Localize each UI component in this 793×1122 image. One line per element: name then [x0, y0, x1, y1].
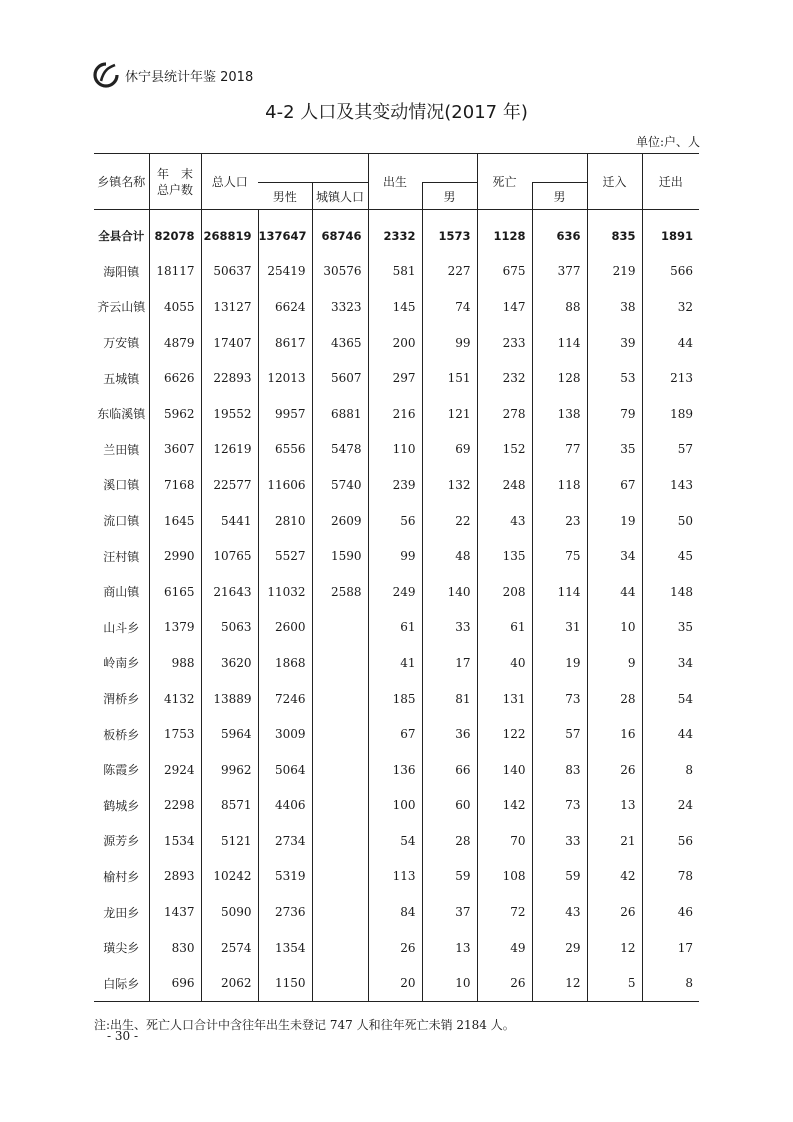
table-cell: 28: [587, 681, 642, 717]
table-cell: 60: [422, 788, 477, 824]
table-row: [94, 859, 699, 895]
table-cell: 6624: [258, 289, 312, 325]
table-row: [94, 681, 699, 717]
table-cell: 9957: [258, 396, 312, 432]
table-cell: 99: [368, 538, 422, 574]
table-cell: 696: [149, 965, 201, 1001]
table-cell: 1573: [422, 210, 477, 254]
table-cell: 3009: [258, 716, 312, 752]
table-cell: 2600: [258, 610, 312, 646]
table-cell: 185: [368, 681, 422, 717]
table-cell: 29: [532, 930, 587, 966]
table-cell: 2062: [201, 965, 258, 1001]
table-cell: 57: [532, 716, 587, 752]
table-cell: 19: [532, 645, 587, 681]
table-cell: [312, 788, 368, 824]
table-row: [94, 930, 699, 966]
table-row: [94, 360, 699, 396]
table-cell: 5962: [149, 396, 201, 432]
table-cell: 4132: [149, 681, 201, 717]
table-cell: 67: [587, 467, 642, 503]
table-cell: 4879: [149, 325, 201, 361]
table-cell: 135: [477, 538, 532, 574]
table-cell: 44: [587, 574, 642, 610]
table-cell: 6556: [258, 432, 312, 468]
table-cell: 81: [422, 681, 477, 717]
table-cell: 377: [532, 254, 587, 290]
table-cell: 45: [642, 538, 699, 574]
table-cell: 74: [422, 289, 477, 325]
table-cell: 9962: [201, 752, 258, 788]
table-cell: 59: [532, 859, 587, 895]
table-cell: 78: [642, 859, 699, 895]
table-row: [94, 503, 699, 539]
table-cell: 2298: [149, 788, 201, 824]
table-cell: 22577: [201, 467, 258, 503]
table-cell: [312, 894, 368, 930]
table-cell: 83: [532, 752, 587, 788]
table-cell: 59: [422, 859, 477, 895]
table-cell: 35: [642, 610, 699, 646]
table-cell: 148: [642, 574, 699, 610]
table-cell: 10765: [201, 538, 258, 574]
table-cell: 44: [642, 325, 699, 361]
table-cell: 5121: [201, 823, 258, 859]
row-town-name: 全县合计: [98, 228, 145, 243]
col-households: [149, 154, 201, 210]
table-cell: 2588: [312, 574, 368, 610]
table-cell: 278: [477, 396, 532, 432]
table-cell: 140: [477, 752, 532, 788]
page-header: [92, 60, 253, 90]
table-cell: 12: [532, 965, 587, 1001]
row-town-name: 五城镇: [103, 371, 140, 386]
table-row: [94, 645, 699, 681]
table-cell: 138: [532, 396, 587, 432]
table-cell: 113: [368, 859, 422, 895]
table-cell: 13: [422, 930, 477, 966]
table-row: [94, 289, 699, 325]
table-cell: 5478: [312, 432, 368, 468]
population-table: [94, 153, 699, 1002]
table-cell: 26: [368, 930, 422, 966]
table-cell: 13: [587, 788, 642, 824]
table-cell: 131: [477, 681, 532, 717]
row-town-name: 源芳乡: [103, 834, 140, 849]
table-cell: 5064: [258, 752, 312, 788]
yearbook-logo-icon: [92, 61, 120, 89]
table-cell: 227: [422, 254, 477, 290]
table-cell: 38: [587, 289, 642, 325]
table-cell: 137647: [258, 210, 312, 254]
col-births-male: 男: [422, 183, 477, 210]
table-cell: 8: [642, 752, 699, 788]
table-cell: 43: [477, 503, 532, 539]
table-cell: 17: [422, 645, 477, 681]
table-cell: 61: [368, 610, 422, 646]
table-cell: 67: [368, 716, 422, 752]
table-cell: 2734: [258, 823, 312, 859]
table-row: [94, 538, 699, 574]
table-cell: 18117: [149, 254, 201, 290]
table-cell: 121: [422, 396, 477, 432]
row-town-name: 白际乡: [94, 965, 149, 1001]
table-cell: 68746: [312, 210, 368, 254]
table-cell: 12: [587, 930, 642, 966]
table-cell: 830: [149, 930, 201, 966]
table-cell: 143: [642, 467, 699, 503]
col-population: 总人口: [201, 154, 258, 210]
table-row: [94, 788, 699, 824]
table-cell: 216: [368, 396, 422, 432]
table-cell: 8617: [258, 325, 312, 361]
table-cell: 219: [587, 254, 642, 290]
table-cell: 24: [642, 788, 699, 824]
table-cell: 22: [422, 503, 477, 539]
table-cell: 1354: [258, 930, 312, 966]
table-cell: 5607: [312, 360, 368, 396]
table-cell: 2609: [312, 503, 368, 539]
table-cell: 118: [532, 467, 587, 503]
table-cell: 49: [477, 930, 532, 966]
table-cell: 54: [642, 681, 699, 717]
table-cell: [312, 681, 368, 717]
table-cell: 22893: [201, 360, 258, 396]
table-cell: 39: [587, 325, 642, 361]
table-cell: 7168: [149, 467, 201, 503]
table-cell: 835: [587, 210, 642, 254]
table-cell: 2574: [201, 930, 258, 966]
row-town-name: 商山镇: [103, 585, 140, 600]
table-cell: 42: [587, 859, 642, 895]
table-cell: 12619: [201, 432, 258, 468]
row-town-name: 鹤城乡: [103, 798, 140, 813]
table-cell: 7246: [258, 681, 312, 717]
table-cell: 9: [587, 645, 642, 681]
table-row: [94, 894, 699, 930]
row-town-name: 万安镇: [103, 336, 140, 351]
row-town-name: 渭桥乡: [103, 692, 140, 707]
table-cell: 17: [642, 930, 699, 966]
table-cell: 140: [422, 574, 477, 610]
col-in: 迁入: [587, 154, 642, 210]
col-households-line2: 总户数: [156, 182, 193, 197]
table-cell: 5319: [258, 859, 312, 895]
table-cell: 6881: [312, 396, 368, 432]
table-cell: 21643: [201, 574, 258, 610]
table-cell: 50637: [201, 254, 258, 290]
table-cell: 213: [642, 360, 699, 396]
table-cell: 57: [642, 432, 699, 468]
table-cell: 13889: [201, 681, 258, 717]
table-row: [94, 610, 699, 646]
table-row: [94, 716, 699, 752]
table-cell: 19: [587, 503, 642, 539]
row-town-name: 汪村镇: [103, 549, 140, 564]
table-cell: 26: [587, 894, 642, 930]
table-cell: [312, 823, 368, 859]
table-cell: 73: [532, 788, 587, 824]
row-town-name: 龙田乡: [103, 905, 140, 920]
table-cell: [312, 645, 368, 681]
table-cell: 35: [587, 432, 642, 468]
table-cell: 53: [587, 360, 642, 396]
row-town-name: 流口镇: [103, 514, 140, 529]
table-cell: 2990: [149, 538, 201, 574]
table-cell: 50: [642, 503, 699, 539]
table-cell: 208: [477, 574, 532, 610]
table-cell: 75: [532, 538, 587, 574]
row-town-name: 璜尖乡: [103, 941, 140, 956]
row-town-name: 兰田镇: [103, 442, 140, 457]
table-cell: 4055: [149, 289, 201, 325]
table-cell: 17407: [201, 325, 258, 361]
table-cell: 108: [477, 859, 532, 895]
table-cell: 66: [422, 752, 477, 788]
col-town: 乡镇名称: [94, 154, 149, 210]
table-cell: 19552: [201, 396, 258, 432]
table-cell: 37: [422, 894, 477, 930]
table-cell: 12013: [258, 360, 312, 396]
table-body: [94, 210, 699, 1002]
table-cell: 233: [477, 325, 532, 361]
table-cell: 72: [477, 894, 532, 930]
col-deaths-male: 男: [532, 183, 587, 210]
table-cell: 1379: [149, 610, 201, 646]
table-cell: 1891: [642, 210, 699, 254]
table-cell: 3620: [201, 645, 258, 681]
table-cell: 44: [642, 716, 699, 752]
footnote: 注:出生、死亡人口合计中含往年出生未登记 747 人和往年死亡未销 2184 人。: [94, 1018, 515, 1032]
table-cell: [312, 610, 368, 646]
table-cell: 151: [422, 360, 477, 396]
table-cell: 189: [642, 396, 699, 432]
table-row: [94, 432, 699, 468]
table-cell: 54: [368, 823, 422, 859]
table-cell: 2810: [258, 503, 312, 539]
table-row: [94, 574, 699, 610]
table-cell: 33: [422, 610, 477, 646]
table-cell: 46: [642, 894, 699, 930]
table-cell: 248: [477, 467, 532, 503]
table-cell: 13127: [201, 289, 258, 325]
table-cell: 3323: [312, 289, 368, 325]
table-cell: 56: [642, 823, 699, 859]
table-cell: 152: [477, 432, 532, 468]
table-row: [94, 752, 699, 788]
table-cell: 43: [532, 894, 587, 930]
table-cell: 200: [368, 325, 422, 361]
table-cell: 142: [477, 788, 532, 824]
col-births: 出生: [368, 154, 422, 210]
table-cell: 25419: [258, 254, 312, 290]
table-cell: 88: [532, 289, 587, 325]
table-cell: 581: [368, 254, 422, 290]
table-row: [94, 965, 699, 1001]
table-cell: 988: [149, 645, 201, 681]
table-cell: 675: [477, 254, 532, 290]
table-cell: 11606: [258, 467, 312, 503]
table-cell: 297: [368, 360, 422, 396]
row-town-name: 齐云山镇: [97, 300, 146, 315]
table-cell: 56: [368, 503, 422, 539]
row-town-name: 榆村乡: [103, 869, 140, 884]
table-cell: [312, 859, 368, 895]
table-cell: 20: [368, 965, 422, 1001]
table-cell: 73: [532, 681, 587, 717]
row-town-name: 板桥乡: [103, 727, 140, 742]
table-cell: 10242: [201, 859, 258, 895]
table-cell: 132: [422, 467, 477, 503]
table-cell: 1150: [258, 965, 312, 1001]
page-number: - 30 -: [107, 1029, 139, 1043]
table-row: [94, 254, 699, 290]
table-cell: 61: [477, 610, 532, 646]
table-cell: 1534: [149, 823, 201, 859]
table-cell: 1128: [477, 210, 532, 254]
table-cell: 2893: [149, 859, 201, 895]
table-cell: 268819: [201, 210, 258, 254]
table-row: [94, 467, 699, 503]
table-cell: 70: [477, 823, 532, 859]
table-cell: 5090: [201, 894, 258, 930]
table-cell: 10: [422, 965, 477, 1001]
table-cell: 2736: [258, 894, 312, 930]
table-cell: 114: [532, 325, 587, 361]
table-cell: 79: [587, 396, 642, 432]
table-cell: 5740: [312, 467, 368, 503]
table-cell: 26: [587, 752, 642, 788]
table-cell: 1590: [312, 538, 368, 574]
table-cell: 11032: [258, 574, 312, 610]
book-title: 休宁县统计年鉴 2018: [125, 69, 254, 85]
table-cell: 5964: [201, 716, 258, 752]
table-cell: 1753: [149, 716, 201, 752]
table-row: [94, 325, 699, 361]
table-row: [94, 210, 699, 254]
table-cell: 8: [642, 965, 699, 1001]
col-male: 男性: [258, 183, 312, 210]
row-town-name: 溪口镇: [103, 478, 140, 493]
row-town-name: 东临溪镇: [97, 407, 146, 422]
table-cell: 128: [532, 360, 587, 396]
table-cell: 100: [368, 788, 422, 824]
table-cell: 5: [587, 965, 642, 1001]
table-cell: 77: [532, 432, 587, 468]
table-cell: 41: [368, 645, 422, 681]
table-cell: 249: [368, 574, 422, 610]
table-cell: 10: [587, 610, 642, 646]
col-out: 迁出: [642, 154, 699, 210]
table-cell: 5527: [258, 538, 312, 574]
table-cell: 147: [477, 289, 532, 325]
unit-label: 单位:户、人: [635, 135, 700, 149]
table-cell: 8571: [201, 788, 258, 824]
table-cell: 114: [532, 574, 587, 610]
table-cell: 21: [587, 823, 642, 859]
table-cell: 5441: [201, 503, 258, 539]
table-cell: [312, 716, 368, 752]
table-cell: 32: [642, 289, 699, 325]
table-row: [94, 396, 699, 432]
row-town-name: 山斗乡: [103, 620, 140, 635]
table-cell: 34: [587, 538, 642, 574]
table-cell: 122: [477, 716, 532, 752]
table-cell: 110: [368, 432, 422, 468]
table-cell: 23: [532, 503, 587, 539]
table-cell: 84: [368, 894, 422, 930]
table-cell: 34: [642, 645, 699, 681]
table-row: [94, 823, 699, 859]
table-cell: 4406: [258, 788, 312, 824]
table-cell: 33: [532, 823, 587, 859]
table-cell: [312, 752, 368, 788]
table-cell: 4365: [312, 325, 368, 361]
row-town-name: 海阳镇: [103, 264, 140, 279]
table-cell: 36: [422, 716, 477, 752]
table-cell: [312, 965, 368, 1001]
page-title: 4-2 人口及其变动情况(2017 年): [265, 102, 528, 123]
row-town-name: 岭南乡: [103, 656, 140, 671]
table-cell: 232: [477, 360, 532, 396]
table-cell: 1437: [149, 894, 201, 930]
table-cell: [312, 930, 368, 966]
table-cell: 136: [368, 752, 422, 788]
table-cell: 6626: [149, 360, 201, 396]
table-cell: 6165: [149, 574, 201, 610]
table-cell: 82078: [149, 210, 201, 254]
table-cell: 2924: [149, 752, 201, 788]
table-cell: 40: [477, 645, 532, 681]
table-cell: 31: [532, 610, 587, 646]
table-cell: 2332: [368, 210, 422, 254]
table-cell: 1645: [149, 503, 201, 539]
table-cell: 16: [587, 716, 642, 752]
table-cell: 3607: [149, 432, 201, 468]
table-cell: 239: [368, 467, 422, 503]
table-cell: 69: [422, 432, 477, 468]
row-town-name: 陈霞乡: [103, 763, 140, 778]
table-cell: 145: [368, 289, 422, 325]
table-cell: 99: [422, 325, 477, 361]
table-cell: 636: [532, 210, 587, 254]
table-cell: 5063: [201, 610, 258, 646]
table-cell: 30576: [312, 254, 368, 290]
table-cell: 566: [642, 254, 699, 290]
table-cell: 48: [422, 538, 477, 574]
col-deaths: 死亡: [477, 154, 532, 210]
col-urban: 城镇人口: [312, 183, 368, 210]
table-cell: 28: [422, 823, 477, 859]
col-households-line1: 年 末: [156, 166, 193, 181]
table-cell: 26: [477, 965, 532, 1001]
table-cell: 1868: [258, 645, 312, 681]
